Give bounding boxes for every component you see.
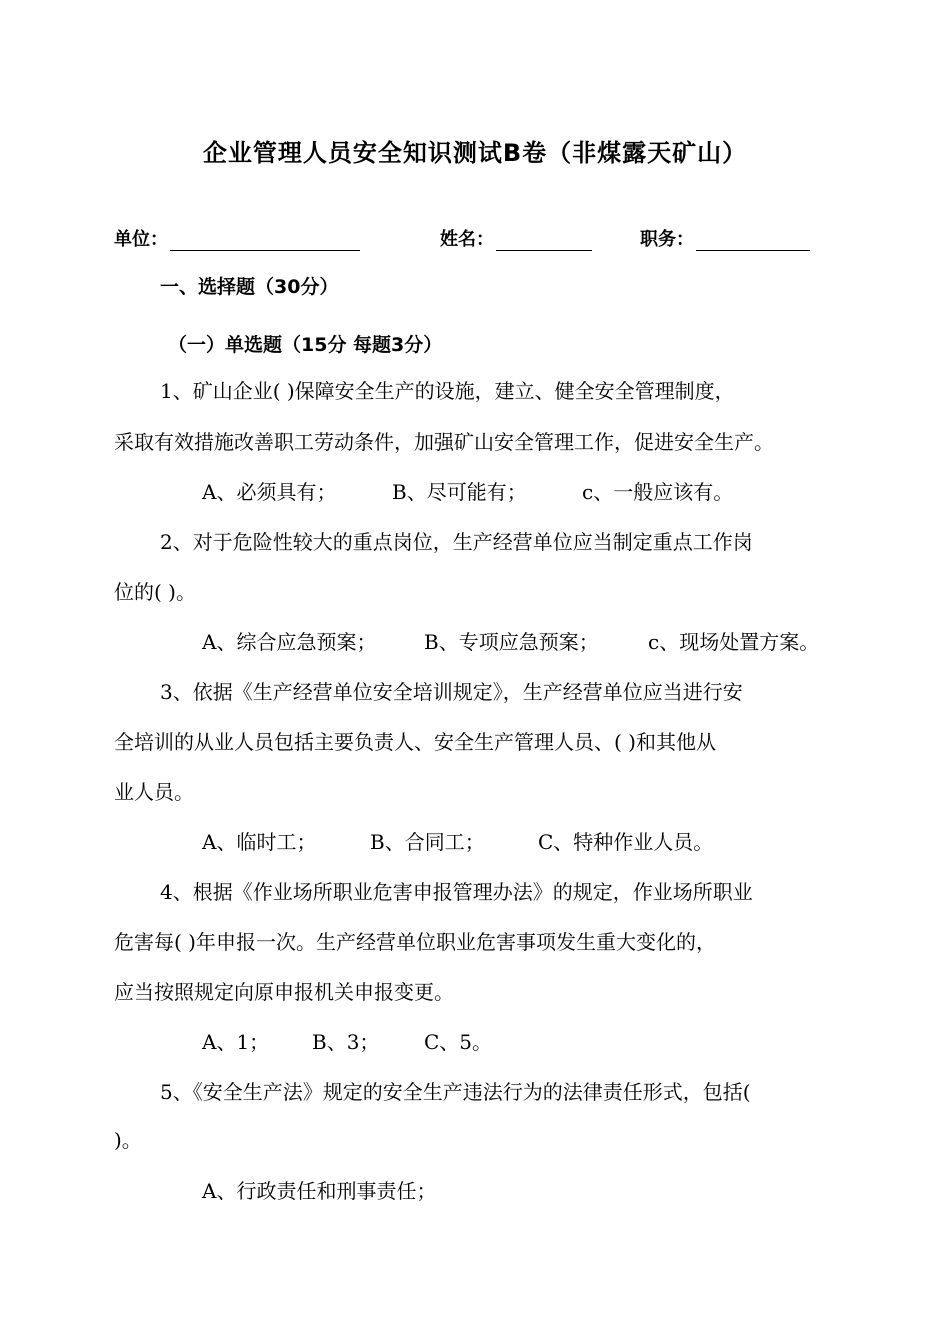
question-3-option-c: C、特种作业人员。 — [538, 830, 714, 854]
name-label: 姓名： — [440, 229, 494, 250]
question-5-line-2: )。 — [114, 1128, 142, 1152]
question-2-line-2: 位的( )。 — [114, 580, 196, 604]
question-1-option-b: B、尽可能有； — [392, 480, 527, 504]
name-field — [440, 225, 592, 251]
question-2-line-1: 2、对于危险性较大的重点岗位，生产经营单位应当制定重点工作岗 — [160, 530, 753, 554]
unit-label: 单位： — [114, 229, 168, 250]
position-field — [640, 225, 810, 251]
page-title: 企业管理人员安全知识测试B卷（非煤露天矿山） — [202, 139, 748, 167]
question-2-option-c: c、现场处置方案。 — [648, 630, 820, 654]
question-3-line-1: 3、依据《生产经营单位安全培训规定》，生产经营单位应当进行安 — [160, 680, 743, 704]
subsection-heading: （一）单选题（15分 每题3分） — [168, 334, 443, 356]
name-blank — [496, 230, 592, 251]
question-2-option-b: B、专项应急预案； — [424, 630, 599, 654]
question-4-option-a: A、1； — [202, 1030, 270, 1054]
question-4-line-2: 危害每( )年申报一次。生产经营单位职业危害事项发生重大变化的， — [114, 930, 716, 954]
question-4-line-1: 4、根据《作业场所职业危害申报管理办法》的规定，作业场所职业 — [160, 880, 753, 904]
question-3-option-b: B、合同工； — [370, 830, 485, 854]
info-row — [114, 225, 834, 253]
question-4-line-3: 应当按照规定向原申报机关申报变更。 — [114, 980, 454, 1004]
question-3-option-a: A、临时工； — [202, 830, 317, 854]
position-label: 职务： — [640, 229, 694, 250]
question-5-option-a: A、行政责任和刑事责任； — [202, 1179, 437, 1203]
question-4-option-c: C、5。 — [424, 1030, 493, 1054]
question-1-line-1: 1、矿山企业( )保障安全生产的设施，建立、健全安全管理制度， — [160, 379, 735, 403]
unit-blank — [170, 230, 360, 251]
question-2-option-a: A、综合应急预案； — [202, 630, 377, 654]
position-blank — [696, 230, 810, 251]
question-4-option-b: B、3； — [312, 1030, 380, 1054]
question-1-option-a: A、必须具有； — [202, 480, 337, 504]
question-5-line-1: 5、《安全生产法》规定的安全生产违法行为的法律责任形式，包括( — [160, 1080, 751, 1104]
section-heading: 一、选择题（30分） — [160, 276, 339, 298]
question-1-line-2: 采取有效措施改善职工劳动条件，加强矿山安全管理工作，促进安全生产。 — [114, 430, 774, 454]
unit-field — [114, 225, 360, 251]
question-3-line-3: 业人员。 — [114, 780, 194, 804]
question-3-line-2: 全培训的从业人员包括主要负责人、安全生产管理人员、( )和其他从 — [114, 730, 716, 754]
question-1-option-c: c、一般应该有。 — [582, 480, 734, 504]
